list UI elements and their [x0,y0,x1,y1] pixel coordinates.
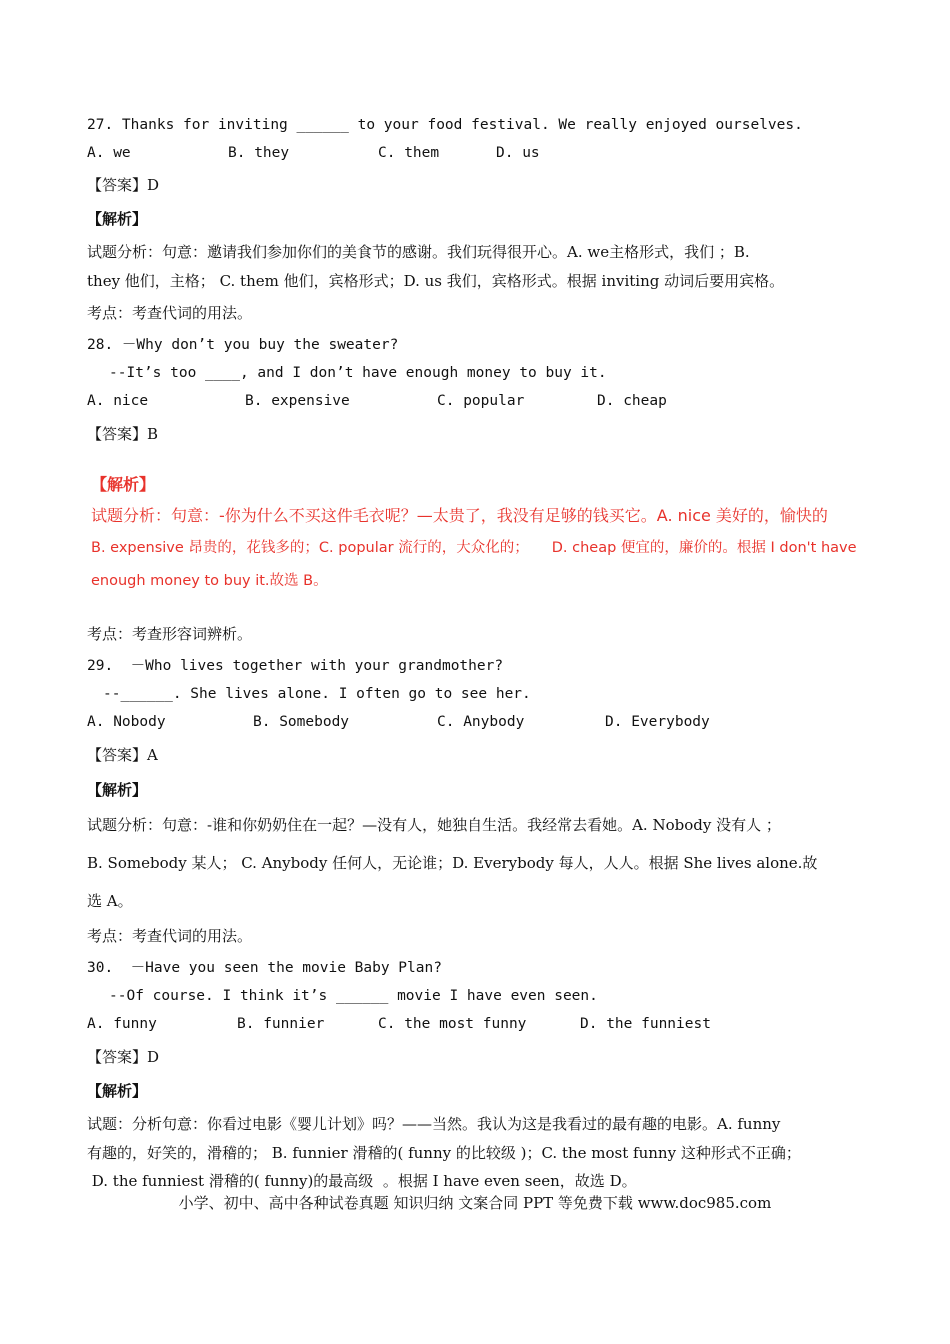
option-c: C. the most funny [378,1016,527,1032]
question-28-analysis-label: 【解析】 [91,475,156,494]
option-c: C. popular [437,393,525,409]
question-30-answer: 【答案】D [87,1048,160,1066]
option-a: A. nice [87,393,149,409]
question-30-analysis-line: 试题：分析句意：你看过电影《婴儿计划》吗？——当然。我认为这是我看过的最有趣的电影。A. funny [87,1115,781,1133]
question-28-analysis-line: enough money to buy it.故选 B。 [91,573,328,589]
question-27-analysis-line: they 他们，主格； C. them 他们，宾格形式；D. us 我们，宾格形式。根据 inviting 动词后要用宾格。 [87,272,785,290]
question-30-analysis-label: 【解析】 [87,1082,148,1100]
option-d: D. cheap [597,393,667,409]
option-a: A. funny [87,1016,157,1032]
option-d: D. Everybody [605,714,710,730]
question-29-answer: 【答案】A [87,746,158,764]
question-30-analysis-line: 有趣的，好笑的，滑稽的； B. funnier 滑稽的( funny 的比较级 )；C. the most funny 这种形式不正确； [87,1144,801,1162]
question-29-stem: 29. －Who lives together with your grandmother? [87,658,504,674]
page-footer: 小学、初中、高中各种试卷真题 知识归纳 文案合同 PPT 等免费下载 www.doc985.com [178,1194,772,1212]
option-b: B. expensive [245,393,350,409]
question-28-options [87,393,887,411]
option-a: A. Nobody [87,714,166,730]
question-27-point: 考点：考查代词的用法。 [87,304,253,322]
question-28-stem-response: --It’s too ____, and I don’t have enough money to buy it. [109,365,607,381]
option-d: D. us [496,145,540,161]
option-b: B. Somebody [253,714,350,730]
question-29-analysis-label: 【解析】 [87,781,148,799]
question-28-stem: 28. －Why don’t you buy the sweater? [87,337,399,353]
question-27-answer: 【答案】D [87,176,160,194]
question-29-point: 考点：考查代词的用法。 [87,927,253,945]
question-29-analysis-line: 选 A。 [87,892,133,910]
option-d: D. the funniest [580,1016,711,1032]
option-c: C. Anybody [437,714,525,730]
question-29-analysis-line: B. Somebody 某人； C. Anybody 任何人，无论谁；D. Everybody 每人，人人。根据 She lives alone.故 [87,854,818,872]
question-28-point: 考点：考查形容词辨析。 [87,625,253,643]
option-b: B. they [228,145,290,161]
question-30-analysis-line: D. the funniest 滑稽的( funny)的最高级 。根据 I have even seen，故选 D。 [87,1172,637,1190]
question-29-analysis-line: 试题分析：句意：-谁和你奶奶住在一起？—没有人，她独自生活。我经常去看她。A. Nobody 没有人 ； [87,816,781,834]
question-27-stem: 27. Thanks for inviting ______ to your food festival. We really enjoyed ourselves. [87,117,803,133]
question-27-analysis-line: 试题分析：句意：邀请我们参加你们的美食节的感谢。我们玩得很开心。A. we主格形式，我们 ；B. [87,243,750,261]
question-28-analysis-line: 试题分析：句意：-你为什么不买这件毛衣呢？—太贵了，我没有足够的钱买它。A. nice 美好的，愉快的 [91,506,828,525]
question-30-options [87,1016,887,1034]
question-29-stem-response: --______. She lives alone. I often go to see her. [103,686,531,702]
option-c: C. them [378,145,440,161]
question-27-options [87,145,887,163]
option-a: A. we [87,145,131,161]
question-28-analysis-line: B. expensive 昂贵的，花钱多的；C. popular 流行的，大众化的； D. cheap 便宜的，廉价的。根据 I don't have [91,540,857,556]
option-b: B. funnier [237,1016,325,1032]
question-27-analysis-label: 【解析】 [87,210,148,228]
question-30-stem-response: --Of course. I think it’s ______ movie I have even seen. [109,988,598,1004]
question-29-options [87,714,887,732]
question-30-stem: 30. －Have you seen the movie Baby Plan? [87,960,442,976]
question-28-answer: 【答案】B [87,425,159,443]
